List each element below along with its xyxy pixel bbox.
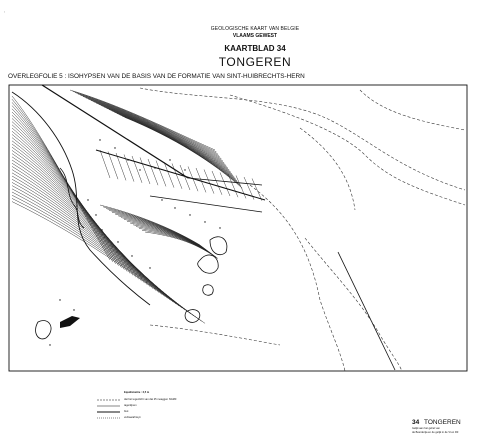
contour-line (204, 170, 214, 194)
contour-line (140, 158, 150, 185)
overlay-title: OVERLEGFOLIE 5 : ISOHYPSEN VAN DE BASIS VAN DE FORMATIE VAN SINT-HUIBRECHTS-HERN (8, 73, 305, 80)
contour-line (12, 202, 205, 324)
borehole-point (169, 159, 170, 160)
sheet-name: TONGEREN (218, 55, 292, 69)
borehole-point (49, 344, 50, 345)
contour-line (228, 174, 238, 197)
borehole-point (127, 159, 128, 160)
borehole-point (204, 221, 205, 222)
sheet-number: KAARTBLAD 34 (224, 44, 286, 53)
borehole-point (131, 255, 132, 256)
footer-sheet-number: 34 (412, 419, 420, 426)
legend-item-3: fout (124, 410, 129, 413)
corner-mark: , (4, 8, 6, 13)
black-outcrop (60, 316, 80, 328)
legend-title: Equidistantie : 2,5 m (124, 391, 150, 394)
contour-line (12, 195, 199, 319)
legend-item-4: verbaarafrreyn (124, 416, 141, 419)
footer-sheet-name: TONGEREN (424, 419, 461, 426)
contour-line (148, 159, 158, 185)
dashed-isohypses (140, 88, 465, 371)
contour-line (212, 171, 222, 195)
borehole-point (139, 169, 140, 170)
contour-line (156, 161, 166, 187)
contour-line (117, 113, 239, 182)
contour-line (172, 164, 182, 189)
legend-symbols (96, 398, 122, 422)
borehole-point (73, 309, 74, 310)
borehole-point (189, 214, 190, 215)
fault-line-5 (338, 252, 395, 370)
legend-item-2: tagenlijnen (124, 404, 137, 407)
footer-note-2: de Boerderija en de gelijk in de Vl en R3 (412, 431, 459, 434)
fault-line-2 (96, 150, 265, 200)
contour-line (122, 116, 241, 186)
footer-note-1: Gelijk aan het gehel van (412, 427, 440, 430)
borehole-point (59, 299, 60, 300)
formation-boundary (12, 92, 150, 305)
borehole-point (154, 167, 155, 168)
borehole-point (161, 199, 162, 200)
region-title: VLAAMS GEWEST (232, 33, 278, 39)
borehole-point (219, 227, 220, 228)
contour-line (119, 115, 239, 185)
contour-line (125, 117, 243, 188)
borehole-point (101, 229, 102, 230)
borehole-point (117, 241, 118, 242)
borehole-point (99, 139, 100, 140)
borehole-point (87, 199, 88, 200)
legend-item-1: dat het tegenlicht van dat 25 meaggen NGM0 (124, 398, 177, 401)
borehole-point (184, 169, 185, 170)
survey-title: GEOLOGISCHE KAART VAN BELGIE (210, 26, 300, 32)
borehole-point (95, 214, 96, 215)
contour-line (132, 156, 142, 183)
contour-line (12, 198, 202, 321)
map-frame (9, 85, 467, 371)
fault-line-4 (150, 196, 262, 212)
contour-line (236, 176, 246, 199)
borehole-point (149, 267, 150, 268)
borehole-point (174, 207, 175, 208)
borehole-point (114, 147, 115, 148)
